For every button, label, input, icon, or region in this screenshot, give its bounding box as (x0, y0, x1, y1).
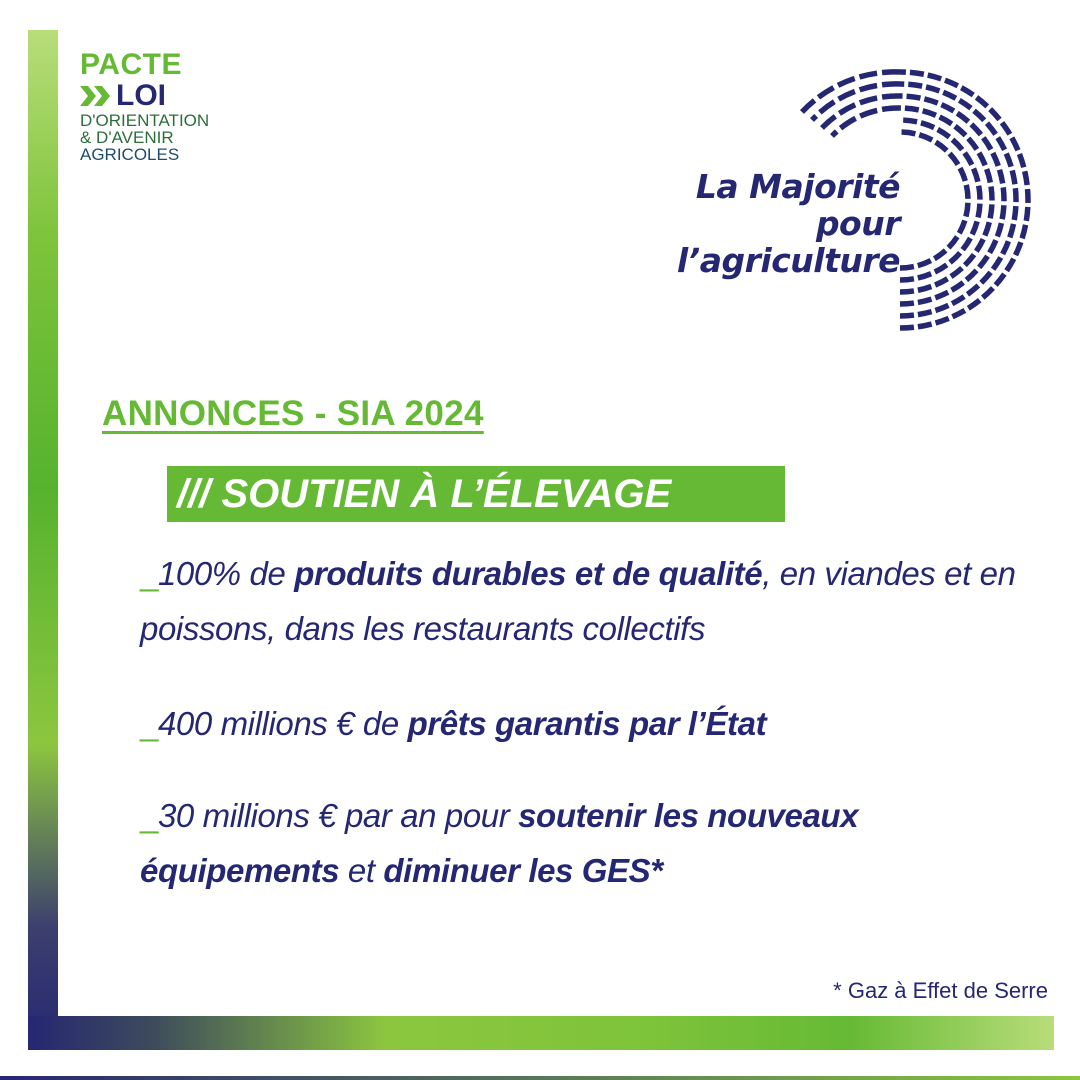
item-dash: _ (140, 555, 158, 592)
item-emphasis: soutenir les nouveaux équipements (140, 797, 859, 889)
double-chevron-icon (80, 84, 114, 108)
item-text: , en viandes et en poissons, dans les restaurants collectifs (140, 555, 1016, 647)
list-item-equipment-support (140, 788, 1060, 898)
item-text: 30 millions € par an pour (157, 797, 519, 834)
frame-left-bar (28, 30, 58, 1050)
pacte-loi-logo (80, 50, 209, 163)
item-emphasis: diminuer les GES* (383, 852, 663, 889)
announcements-heading: ANNONCES - SIA 2024 (102, 394, 484, 433)
item-text: 400 millions € de (157, 705, 408, 742)
logo-loi-row (80, 80, 209, 112)
logo-loi-text: LOI (116, 79, 166, 112)
logo-orientation-text: D'ORIENTATION (80, 111, 210, 130)
item-text: et (339, 852, 384, 889)
bottom-edge-line (0, 1076, 1080, 1080)
frame-bottom-bar (28, 1016, 1054, 1050)
list-item-state-loans (140, 696, 1060, 751)
item-dash: _ (140, 797, 158, 834)
majorite-logo-text (590, 168, 900, 279)
item-emphasis: produits durables et de qualité (294, 555, 763, 592)
list-item-quality-products (140, 546, 1060, 656)
logo-agricoles-text: AGRICOLES (80, 145, 180, 164)
item-emphasis: prêts garantis par l’État (407, 705, 767, 742)
section-title-banner: /// SOUTIEN À L’ÉLEVAGE (167, 466, 785, 522)
majorite-line2: pour l’agriculture (676, 204, 900, 280)
logo-pacte-text: PACTE (80, 48, 182, 81)
majorite-line1: La Majorité (695, 167, 900, 206)
item-text: 100% de (157, 555, 295, 592)
item-dash: _ (140, 705, 158, 742)
footnote: * Gaz à Effet de Serre (833, 978, 1048, 1003)
logo-avenir-text: & D'AVENIR (80, 128, 174, 147)
